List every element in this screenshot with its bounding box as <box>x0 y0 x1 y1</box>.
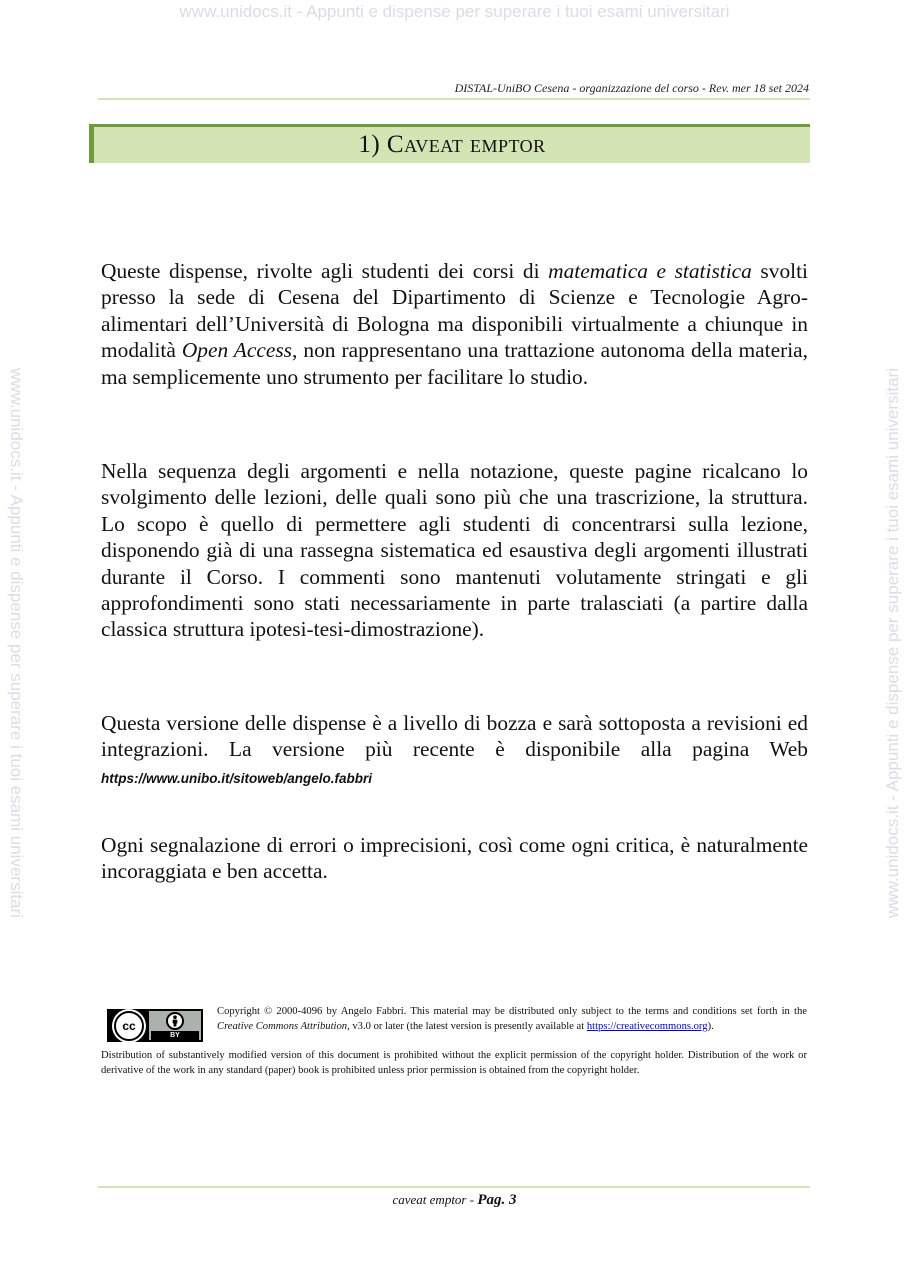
cc-by-license-badge[interactable] <box>107 1009 203 1042</box>
copyright-text-b: , v3.0 or later (the latest version is presently available at <box>347 1021 587 1032</box>
paragraph-feedback: Ogni segnalazione di errori o imprecisioni, così come ogni critica, è naturalmente incoraggiata e ben accetta. <box>101 833 808 884</box>
license-name: Creative Commons Attribution <box>217 1021 348 1032</box>
website-link[interactable]: https://www.unibo.it/sitoweb/angelo.fabbri <box>101 770 372 786</box>
distribution-notice: Distribution of substantively modified version of this document is prohibited without the explicit permission of the copyright holder. Distribution of the work or derivative of the work in any standard (paper) book is prohibited unless prior permission is obtained from the copyright holder. <box>101 1050 807 1076</box>
watermark-top: www.unidocs.it - Appunti e dispense per superare i tuoi esami universitari <box>179 2 730 21</box>
page-footer <box>0 1192 909 1209</box>
watermark-left: www.unidocs.it - Appunti e dispense per superare i tuoi esami universitari <box>7 368 26 918</box>
person-icon <box>170 1015 180 1027</box>
paragraph-intro <box>101 258 808 390</box>
attribution-person-icon <box>166 1012 184 1030</box>
version-text: Questa versione delle dispense è a livello di bozza e sarà sottoposta a revisioni ed integrazioni. La versione più recente è disponibile alla pagina Web <box>101 711 808 762</box>
cc-icon: cc <box>114 1011 144 1041</box>
running-header: DISTAL-UniBO Cesena - organizzazione del corso - Rev. mer 18 set 2024 <box>454 81 809 95</box>
intro-open-access: Open Access <box>181 338 293 363</box>
by-label: BY <box>151 1031 199 1040</box>
section-title: 1) Caveat emptor <box>358 131 546 158</box>
section-title-box <box>89 124 810 163</box>
intro-text-b: svolti presso la sede di Cesena del Dipartimento di Scienze e Tecnologie Agro-alimentari dell’Università di Bologna ma disponibili virtualmente a chiunque in modalità <box>101 259 808 363</box>
footer-divider <box>98 1186 810 1188</box>
paragraph-structure: Nella sequenza degli argomenti e nella notazione, queste pagine ricalcano lo svolgimento delle lezioni, delle quali sono più che una trascrizione, la struttura. Lo scopo è quello di permettere agli studenti di concentrarsi sulla lezione, disponendo già di una rassegna sistematica ed esaustiva degli argomenti illustrati durante il Corso. I commenti sono mantenuti volutamente stringati e gli approfondimenti sono stati necessariamente in parte tralasciati (a partire dalla classica struttura ipotesi-tesi-dimostrazione). <box>101 459 808 642</box>
header-divider <box>98 98 810 100</box>
creativecommons-link[interactable]: https://creativecommons.org <box>586 1021 708 1032</box>
cc-logo-panel <box>109 1011 149 1040</box>
intro-text-c: , non rappresentano una trattazione autonoma della materia, ma semplicemente uno strumento per facilitare lo studio. <box>101 338 808 389</box>
copyright-text-c: ). <box>707 1021 714 1032</box>
intro-subject: matematica e statistica <box>548 259 752 283</box>
copyright-text-a: Copyright © 2000-4096 by Angelo Fabbri. This material may be distributed only subject to the terms and conditions set forth in the <box>217 1006 807 1017</box>
footer-label: caveat emptor - <box>392 1192 478 1207</box>
by-panel <box>149 1011 201 1040</box>
watermark-right: www.unidocs.it - Appunti e dispense per superare i tuoi esami universitari <box>883 368 902 918</box>
intro-text-a: Queste dispense, rivolte agli studenti dei corsi di <box>101 259 549 283</box>
paragraph-version <box>101 710 808 792</box>
copyright-notice <box>217 1004 807 1034</box>
page-number: Pag. 3 <box>477 1192 517 1208</box>
